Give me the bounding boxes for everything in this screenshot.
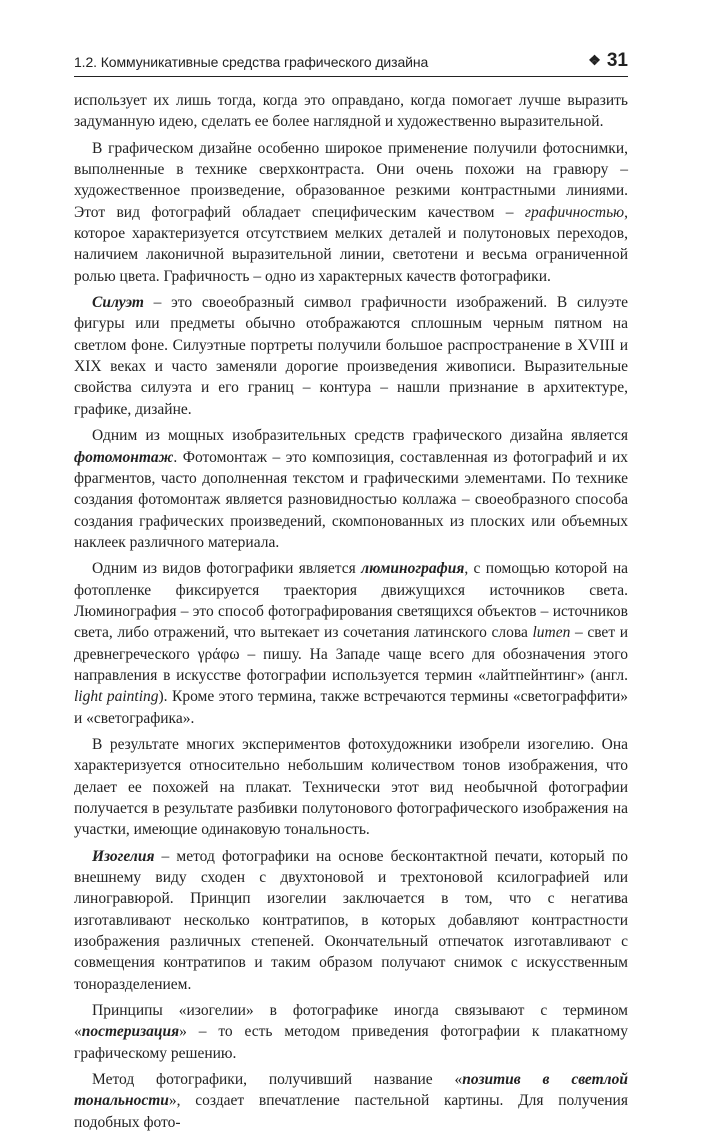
paragraph <box>74 846 628 995</box>
text-run: . Фотомонтаж – это композиция, составленная из фотографий и их фрагментов, часто дополненная текстом и графическими элементами. По технике создания фотомонтаж является разновидностью коллажа – своеобразного способа создания графических произведений, скомпонованных из плоских или объемных наклеек различного материала. <box>74 448 628 551</box>
text-run: – метод фотографики на основе бесконтактной печати, который по внешнему виду сходен с двухтоновой и трехтоновой ксилографией или линогравюрой. Принцип изогелии заключается в том, что с негатива изготавливают несколько контратипов, в которых добавляют контрастности изображения различных степеней. Окончательный отпечаток изготавливают с совмещения контратипов и таким образом получают снимок с искусственным тоноразделением. <box>74 847 628 993</box>
paragraph <box>74 558 628 729</box>
paragraph <box>74 138 628 287</box>
paragraph <box>74 425 628 553</box>
paragraph <box>74 292 628 420</box>
text-run: Принципы «изогелии» в фотографике иногда связывают с термином « <box>74 1002 628 1041</box>
text-run: Одним из мощных изобразительных средств графического дизайна является <box>92 427 628 445</box>
text-run: ). Кроме этого термина, также встречаются термины «светограффити» и «светографика». <box>74 688 628 727</box>
text-run: » – то есть методом приведения фотографии к плакатному графическому решению. <box>74 1023 628 1062</box>
italic-text: lumen <box>532 624 571 642</box>
term-bold-italic: позитив в светлой тональности <box>74 1071 628 1110</box>
term-bold-italic: постеризация <box>81 1023 180 1041</box>
text-run: », создает впечатление пастельной картины. Для получения подобных фото- <box>74 1092 628 1131</box>
body-text <box>74 90 628 1138</box>
paragraph <box>74 90 628 133</box>
italic-text: графичностью <box>524 203 625 221</box>
ornament-icon: ❖ <box>588 52 601 68</box>
page-number: 31 <box>606 50 628 71</box>
text-run: Одним из видов фотографики является <box>92 560 362 578</box>
text-run: использует их лишь тогда, когда это оправдано, когда помогает лучше выразить задуманную идею, сделать ее более наглядной и художественно выразительной. <box>74 92 628 131</box>
term-bold-italic: Изогелия <box>92 847 155 865</box>
chapter-title: 1.2. Коммуникативные средства графического дизайна <box>74 54 429 70</box>
paragraph <box>74 734 628 841</box>
paragraph <box>74 1000 628 1064</box>
text-run: В результате многих экспериментов фотохудожники изобрели изогелию. Она характеризуется относительно небольшим количеством тонов изображения, что делает ее похожей на плакат. Технически этот вид необычной фотографии получается в результате разбивки полутонового фотографического изображения на участки, имеющие одинаковую тональность. <box>74 735 628 839</box>
page-number-group <box>588 50 628 72</box>
text-run: , с помощью которой на фотопленке фиксируется траектория движущихся источников света. Люминография – это способ фотографирования светящихся объектов – источников света, либо отражений, что вытекает из сочетания латинского слова <box>74 560 628 642</box>
term-bold-italic: фотомонтаж <box>74 448 174 466</box>
running-header <box>74 50 628 77</box>
text-run: , которое характеризуется отсутствием мелких деталей и полутоновых переходов, наличием лаконичной выразительной линии, светотени и весьма ограниченной ролью цвета. Графичность – одно из характерных качеств фотографики. <box>74 203 628 285</box>
text-run: – это своеобразный символ графичности изображений. В силуэте фигуры или предметы обычно отображаются сплошным черным пятном на светлом фоне. Силуэтные портреты получили большое распространение в XVIII и XIX веках и часто заменяли дорогие произведения живописи. Выразительные свойства силуэта и его границ – контура – нашли признание в архитектуре, графике, дизайне. <box>74 294 628 418</box>
text-run: – свет и древнегреческого γράφω – пишу. На Западе чаще всего для обозначения этого направления в искусстве фотографии используется термин «лайтпейнтинг» (англ. <box>74 624 628 684</box>
text-run: Метод фотографики, получивший название « <box>92 1071 463 1089</box>
text-run: В графическом дизайне особенно широкое применение получили фотоснимки, выполненные в технике сверхконтраста. Они очень похожи на гравюру – художественное произведение, образованное резкими контрастными линиями. Этот вид фотографий обладает специфическим качеством – <box>74 139 628 221</box>
term-bold-italic: Силуэт <box>92 294 144 312</box>
paragraph <box>74 1069 628 1133</box>
term-bold-italic: люминография <box>361 560 465 578</box>
italic-text: light painting <box>74 688 159 706</box>
